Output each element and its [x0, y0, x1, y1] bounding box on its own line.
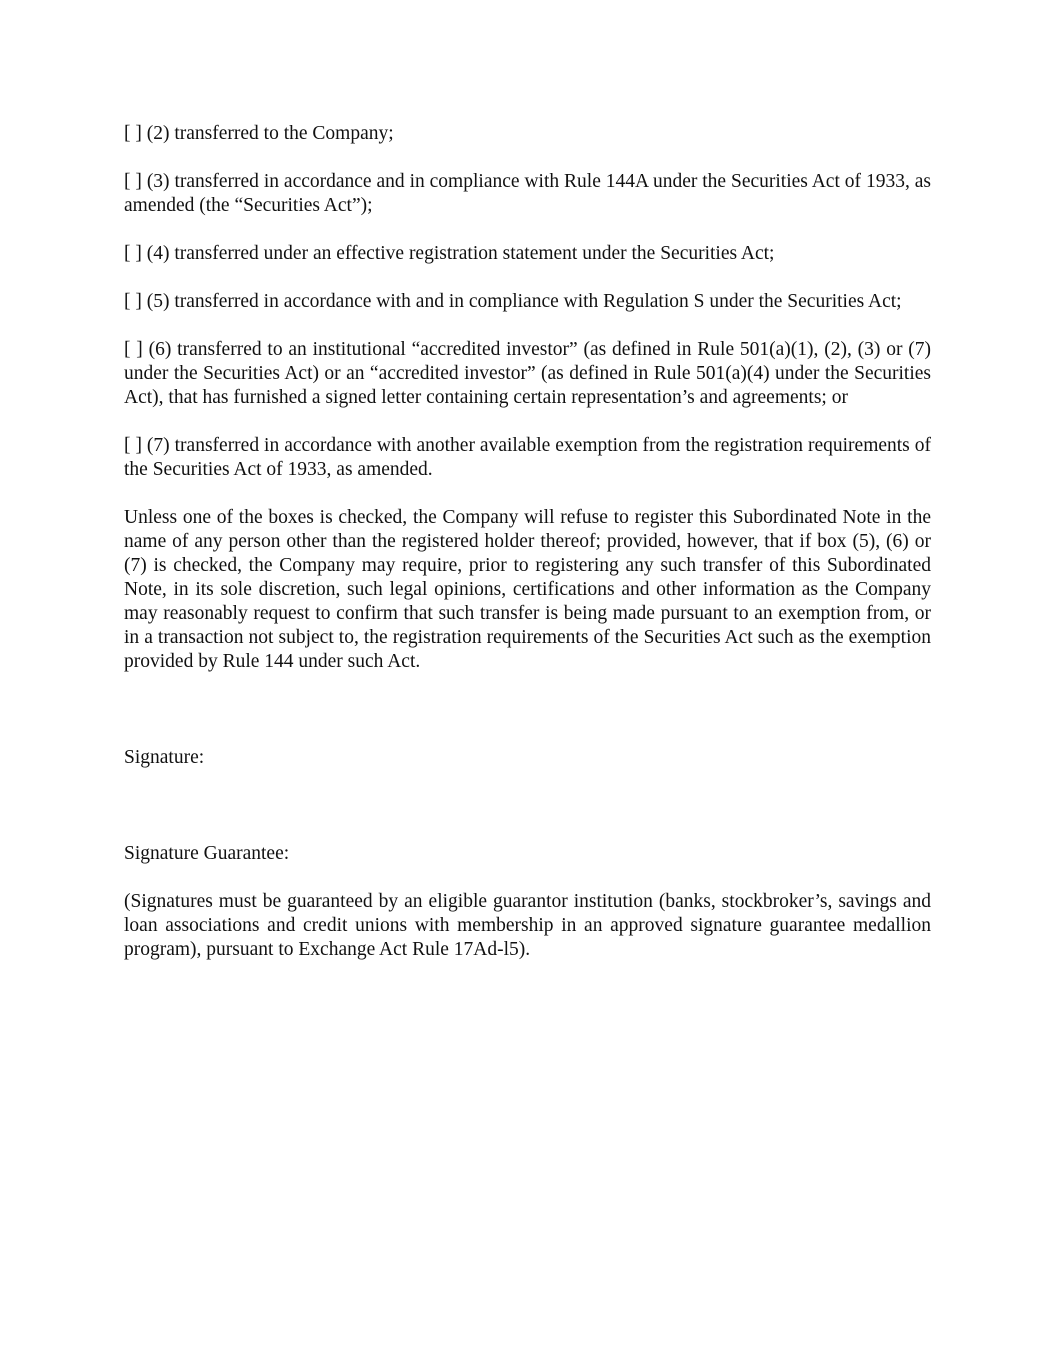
option-7: [ ] (7) transferred in accordance with another available exemption from the registration requirements of the Securities Act of 1933, as amended. — [124, 435, 931, 480]
option-4: [ ] (4) transferred under an effective registration statement under the Securities Act; — [124, 243, 775, 264]
document-page — [124, 122, 931, 962]
disclaimer-paragraph: Unless one of the boxes is checked, the Company will refuse to register this Subordinated Note in the name of any person other than the registered holder thereof; provided, however, that if box (5), (6) or (7) is checked, the Company may require, prior to registering any such transfer of this Subordinated Note, in its sole discretion, such legal opinions, certifications and other information as the Company may reasonably request to confirm that such transfer is being made pursuant to an exemption from, or in a transaction not subject to, the registration requirements of the Securities Act such as the exemption provided by Rule 144 under such Act. — [124, 507, 931, 672]
guarantee-note: (Signatures must be guaranteed by an eligible guarantor institution (banks, stockbroker’s, savings and loan associations and credit unions with membership in an approved signature guarantee medallion program), pursuant to Exchange Act Rule 17Ad-l5). — [124, 891, 931, 960]
option-3: [ ] (3) transferred in accordance and in compliance with Rule 144A under the Securities Act of 1933, as amended (the “Securities Act”); — [124, 171, 931, 216]
option-2: [ ] (2) transferred to the Company; — [124, 123, 394, 144]
signature-guarantee-label: Signature Guarantee: — [124, 843, 290, 864]
option-5: [ ] (5) transferred in accordance with and in compliance with Regulation S under the Securities Act; — [124, 291, 902, 312]
option-6: [ ] (6) transferred to an institutional “accredited investor” (as defined in Rule 501(a)(1), (2), (3) or (7) under the Securities Act) or an “accredited investor” (as defined in Rule 501(a)(4) under the Securities Act), that has furnished a signed letter containing certain representation’s and agreements; or — [124, 339, 931, 408]
signature-label: Signature: — [124, 747, 205, 768]
